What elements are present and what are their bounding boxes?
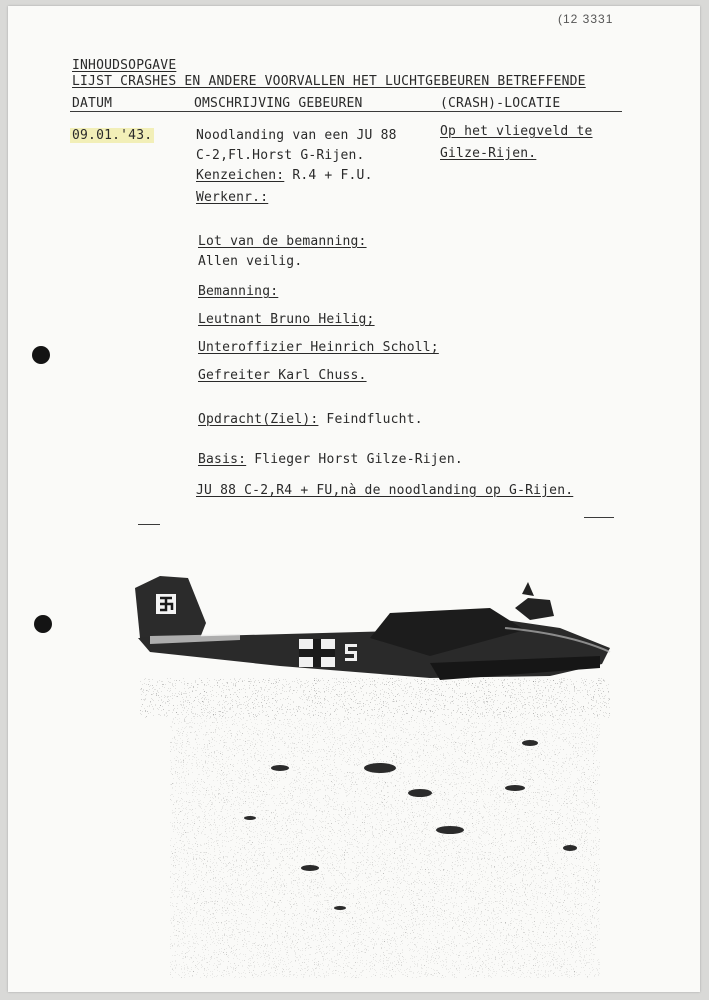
document-subtitle: LIJST CRASHES EN ANDERE VOORVALLEN HET LUCHTGEBEUREN BETREFFENDE	[72, 74, 586, 89]
header-rule	[70, 111, 622, 112]
lot-value: Allen veilig.	[198, 254, 303, 269]
ju88-photo-illustration	[130, 568, 620, 988]
basis-value: Flieger Horst Gilze-Rijen.	[246, 452, 463, 467]
lot-label: Lot van de bemanning:	[198, 234, 367, 249]
punch-hole-bottom	[34, 615, 52, 633]
photo-corner-mark-right	[584, 517, 614, 518]
location-line1: Op het vliegveld te	[440, 124, 593, 139]
bemanning-label: Bemanning:	[198, 284, 279, 299]
photo-caption: JU 88 C-2,R4 + FU,nà de noodlanding op G-Rijen.	[196, 483, 574, 498]
kenzeichen-label: Kenzeichen:	[196, 168, 285, 183]
crew-member-3: Gefreiter Karl Chuss.	[198, 368, 367, 383]
entry-description-line2: C-2,Fl.Horst G-Rijen.	[196, 148, 365, 163]
archive-number: (12 3331	[558, 12, 614, 26]
punch-hole-top	[32, 346, 50, 364]
entry-description-line1: Noodlanding van een JU 88	[196, 128, 397, 143]
kenzeichen-value: R.4 + F.U.	[284, 168, 373, 183]
column-header-locatie: (CRASH)-LOCATIE	[440, 96, 561, 111]
werkenr-label: Werkenr.:	[196, 190, 269, 205]
column-header-omschrijving: OMSCHRIJVING GEBEUREN	[194, 96, 363, 111]
entry-date	[70, 128, 154, 144]
column-header-datum: DATUM	[72, 96, 113, 111]
aircraft-photo	[130, 568, 620, 988]
basis-label: Basis:	[198, 452, 247, 467]
entry-date-value: 09.01.'43.	[72, 128, 153, 143]
location-line2: Gilze-Rijen.	[440, 146, 537, 161]
basis-row	[198, 452, 463, 468]
kenzeichen-row	[196, 168, 373, 184]
crew-member-2: Unteroffizier Heinrich Scholl;	[198, 340, 439, 355]
document-title: INHOUDSOPGAVE	[72, 58, 177, 73]
photo-corner-mark-left	[138, 524, 160, 525]
crew-member-1: Leutnant Bruno Heilig;	[198, 312, 375, 327]
opdracht-value: Feindflucht.	[318, 412, 423, 427]
opdracht-label: Opdracht(Ziel):	[198, 412, 319, 427]
opdracht-row	[198, 412, 423, 428]
